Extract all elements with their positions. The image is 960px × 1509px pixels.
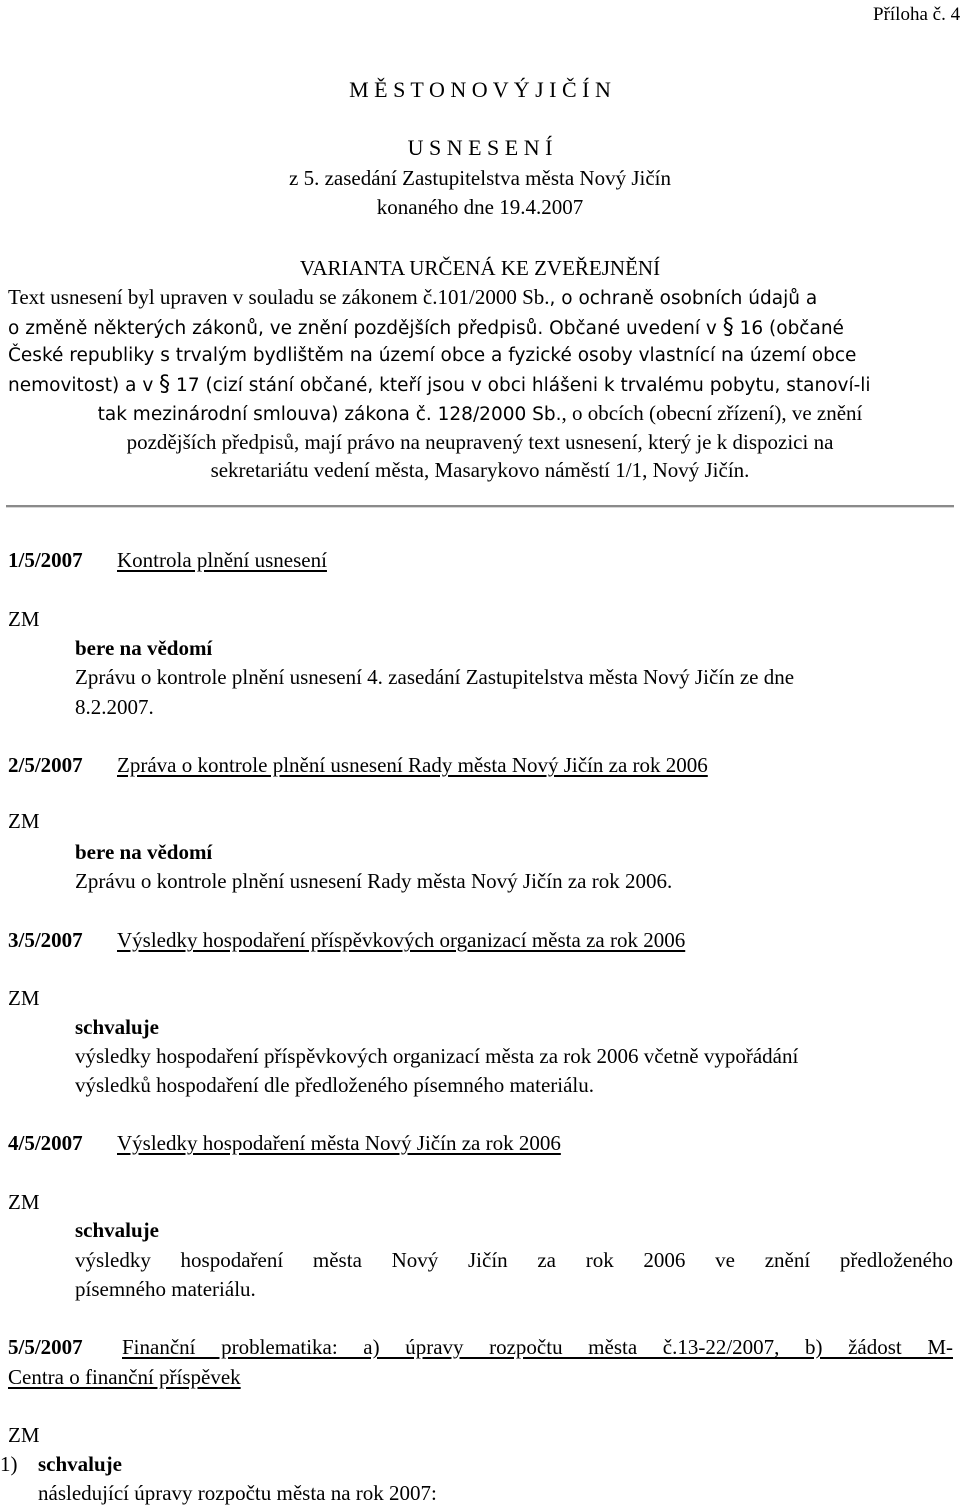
resolution-number: 5/5/2007 (8, 1335, 83, 1359)
notice-law-ref: Text usnesení byl upraven v souladu se zákonem č.101/2000 Sb. (8, 285, 550, 309)
item-number: 1) (0, 1452, 18, 1476)
notice-text: 16 (občané (739, 318, 844, 339)
resolution-text: výsledky hospodaření města Nový Jičín za rok 2006 ve znění předloženého (75, 1248, 953, 1272)
resolution-title-continued: Centra o finanční příspěvek (8, 1365, 241, 1389)
resolution-verb: schvaluje (75, 1015, 159, 1039)
council-label: ZM (8, 1423, 40, 1447)
notice-text: , o obcích (obecní zřízení), ve znění (561, 401, 863, 425)
resolution-text: Zprávu o kontrole plnění usnesení Rady města Nový Jičín za rok 2006. (75, 869, 673, 893)
notice-text: , o ochraně osobních údajů a (549, 288, 818, 309)
resolution-verb: schvaluje (75, 1218, 159, 1242)
resolution-number: 4/5/2007 (8, 1131, 83, 1155)
section-sign: § (159, 372, 171, 397)
resolution-text: 8.2.2007. (75, 695, 154, 719)
resolution-title: Kontrola plnění usnesení (117, 548, 327, 572)
council-label: ZM (8, 809, 40, 833)
notice-line-4 (8, 370, 871, 401)
resolution-verb: bere na vědomí (75, 636, 213, 660)
resolution-title: Výsledky hospodaření příspěvkových organizací města za rok 2006 (117, 928, 686, 952)
resolution-title: Finanční problematika: a) úpravy rozpočtu města č.13-22/2007, b) žádost M- (122, 1335, 953, 1359)
resolution-text: následující úpravy rozpočtu města na rok 2007: (38, 1481, 437, 1505)
resolution-heading: U S N E S E N Í (407, 135, 553, 160)
notice-text: o změně některých zákonů, ve znění pozdějších předpisů. (8, 318, 544, 339)
section-sign: § (722, 315, 734, 340)
resolution-title: Zpráva o kontrole plnění usnesení Rady města Nový Jičín za rok 2006 (117, 753, 708, 777)
resolution-text: výsledky hospodaření příspěvkových organizací města za rok 2006 včetně vypořádání (75, 1044, 799, 1068)
annex-label: Příloha č. 4 (873, 4, 960, 25)
notice-text: nemovitost) a v (8, 375, 160, 396)
separator-rule (6, 505, 954, 507)
notice-line-3: České republiky s trvalým bydlištěm na území obce a fyzické osoby vlastnící na území obce (8, 345, 857, 366)
date-line: konaného dne 19.4.2007 (376, 195, 584, 219)
variant-heading: VARIANTA URČENÁ KE ZVEŘEJNĚNÍ (299, 256, 661, 280)
council-label: ZM (8, 1190, 40, 1214)
notice-line-5 (0, 398, 960, 430)
session-line: z 5. zasedání Zastupitelstva města Nový Jičín (289, 166, 671, 190)
notice-text: 17 (cizí stání občané, kteří jsou v obci hlášeni k trvalému pobytu, stanoví-li (176, 375, 871, 396)
resolution-verb: bere na vědomí (75, 840, 213, 864)
city-heading: M Ě S T O N O V Ý J I Č Í N (349, 77, 611, 102)
resolution-number: 3/5/2007 (8, 928, 83, 952)
notice-line-1 (8, 282, 817, 314)
resolution-text: písemného materiálu. (75, 1277, 256, 1301)
notice-line-2 (8, 313, 844, 344)
notice-text: Občané uvedení v (543, 318, 723, 339)
notice-law-ref: tak mezinárodní smlouva) zákona č. 128/2000 Sb. (97, 404, 562, 425)
council-label: ZM (8, 607, 40, 631)
notice-line-6: pozdějších předpisů, mají právo na neupravený text usnesení, který je k dispozici na (126, 430, 834, 454)
resolution-number: 1/5/2007 (8, 548, 83, 572)
resolution-verb: schvaluje (38, 1452, 122, 1476)
resolution-text: výsledků hospodaření dle předloženého písemného materiálu. (75, 1073, 595, 1097)
council-label: ZM (8, 986, 40, 1010)
resolution-text: Zprávu o kontrole plnění usnesení 4. zasedání Zastupitelstva města Nový Jičín ze dne (75, 665, 795, 689)
notice-line-7: sekretariátu vedení města, Masarykovo náměstí 1/1, Nový Jičín. (210, 458, 750, 482)
resolution-number: 2/5/2007 (8, 753, 83, 777)
resolution-title: Výsledky hospodaření města Nový Jičín za rok 2006 (117, 1131, 561, 1155)
